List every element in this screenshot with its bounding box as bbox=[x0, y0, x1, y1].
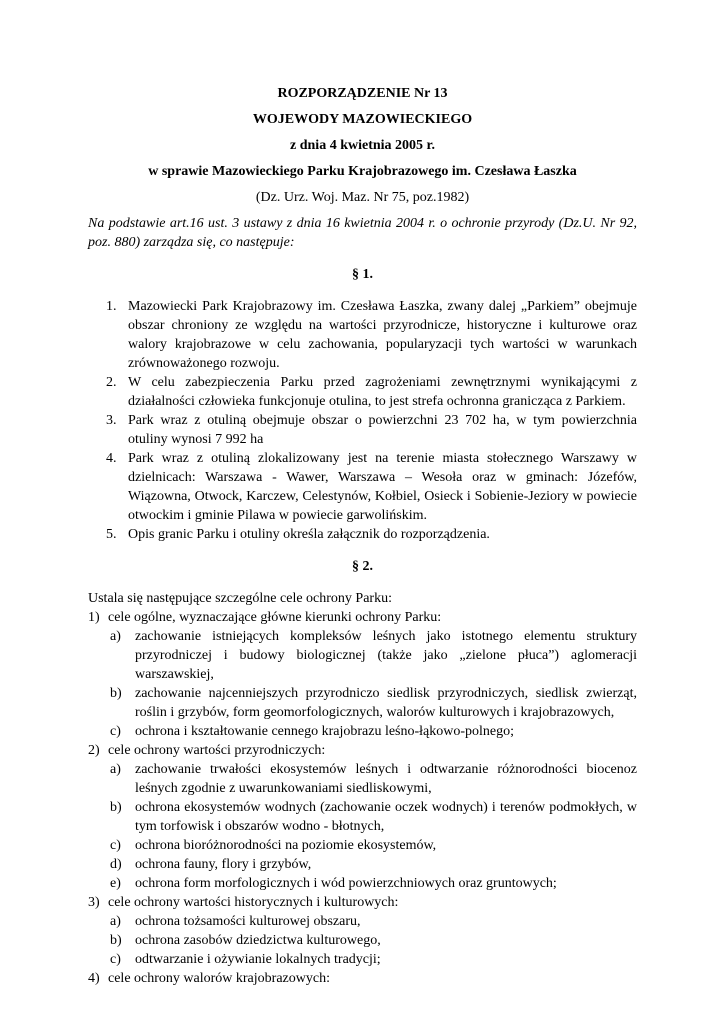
item-text: ochrona bioróżnorodności na poziomie ekosystemów, bbox=[135, 838, 437, 853]
goal-group bbox=[88, 893, 637, 969]
list-item bbox=[110, 931, 637, 950]
section-1-heading: § 1. bbox=[352, 267, 373, 282]
item-letter: d) bbox=[110, 857, 122, 872]
item-letter: b) bbox=[110, 686, 122, 701]
item-text: zachowanie najcenniejszych przyrodniczo siedlisk przyrodniczych, siedlisk zwierząt, roślin i grzybów, form geomorfologicznych, walorów kulturowych i krajobrazowych, bbox=[135, 686, 637, 720]
item-text: Mazowiecki Park Krajobrazowy im. Czesława Łaszka, zwany dalej „Parkiem” obejmuje obszar chroniony ze względu na wartości przyrodnicze, historyczne i kulturowe oraz walory krajobrazowe w celu zachowania, popularyzacji tych wartości w warunkach zrównoważonego rozwoju. bbox=[128, 299, 637, 371]
list-item bbox=[106, 297, 637, 373]
item-text: zachowanie istniejących kompleksów leśnych jako istotnego elementu struktury przyrodniczej i budowy biologicznej (także jako „zielone płuca”) aglomeracji warszawskiej, bbox=[135, 629, 637, 682]
item-text: ochrona form morfologicznych i wód powierzchniowych oraz gruntowych; bbox=[135, 876, 557, 891]
item-number: 1. bbox=[106, 299, 117, 314]
item-text: Opis granic Parku i otuliny określa załącznik do rozporządzenia. bbox=[128, 527, 490, 542]
group-number: 3) bbox=[88, 895, 100, 910]
doc-subject-line: w sprawie Mazowieckiego Parku Krajobrazowego im. Czesława Łaszka bbox=[148, 164, 577, 179]
item-letter: b) bbox=[110, 933, 122, 948]
goal-group-title bbox=[88, 741, 637, 760]
item-text: ochrona tożsamości kulturowej obszaru, bbox=[135, 914, 361, 929]
list-item bbox=[110, 627, 637, 684]
group-title-text: cele ochrony walorów krajobrazowych: bbox=[108, 971, 330, 986]
group-number: 1) bbox=[88, 610, 100, 625]
goal-group-title bbox=[88, 608, 637, 627]
list-item bbox=[110, 760, 637, 798]
document-header bbox=[88, 84, 637, 207]
goal-group-title bbox=[88, 893, 637, 912]
item-text: ochrona fauny, flory i grzybów, bbox=[135, 857, 312, 872]
group-number: 2) bbox=[88, 743, 100, 758]
item-letter: c) bbox=[110, 724, 121, 739]
item-letter: a) bbox=[110, 629, 121, 644]
goal-group bbox=[88, 608, 637, 741]
list-item bbox=[106, 411, 637, 449]
list-item bbox=[110, 855, 637, 874]
list-item bbox=[110, 684, 637, 722]
item-text: ochrona ekosystemów wodnych (zachowanie oczek wodnych) i terenów podmokłych, w tym torfowisk i obszarów wodno - błotnych, bbox=[135, 800, 637, 834]
legal-basis-paragraph: Na podstawie art.16 ust. 3 ustawy z dnia 16 kwietnia 2004 r. o ochronie przyrody (Dz.U. Nr 92, poz. 880) zarządza się, co następuje: bbox=[88, 216, 637, 250]
list-item bbox=[110, 836, 637, 855]
group-title-text: cele ogólne, wyznaczające główne kierunki ochrony Parku: bbox=[108, 610, 442, 625]
list-item bbox=[110, 874, 637, 893]
item-number: 4. bbox=[106, 451, 117, 466]
item-letter: b) bbox=[110, 800, 122, 815]
section-2-intro: Ustala się następujące szczególne cele ochrony Parku: bbox=[88, 591, 392, 606]
list-item bbox=[106, 373, 637, 411]
goal-group bbox=[88, 741, 637, 893]
doc-journal-reference: (Dz. Urz. Woj. Maz. Nr 75, poz.1982) bbox=[255, 190, 470, 205]
goal-group-title bbox=[88, 969, 637, 988]
goal-sublist bbox=[110, 760, 637, 893]
item-letter: c) bbox=[110, 838, 121, 853]
item-text: Park wraz z otuliną zlokalizowany jest na terenie miasta stołecznego Warszawy w dzielnicach: Warszawa - Wawer, Warszawa – Wesoła oraz w gminach: Józefów, Wiązowna, Otwock, Karczew, Celestynów, Kołbiel, Osieck i Sobienie-Jeziory w powiecie otwockim i gminie Pilawa w powiecie garwolińskim. bbox=[128, 451, 637, 523]
list-item bbox=[106, 449, 637, 525]
group-number: 4) bbox=[88, 971, 100, 986]
list-item bbox=[110, 798, 637, 836]
item-text: W celu zabezpieczenia Parku przed zagrożeniami zewnętrznymi wynikającymi z działalności człowieka funkcjonuje otulina, to jest strefa ochronna granicząca z Parkiem. bbox=[128, 375, 637, 409]
list-item bbox=[110, 950, 637, 969]
item-number: 3. bbox=[106, 413, 117, 428]
group-title-text: cele ochrony wartości przyrodniczych: bbox=[108, 743, 326, 758]
item-number: 5. bbox=[106, 527, 117, 542]
goal-sublist bbox=[110, 912, 637, 969]
section-1-list bbox=[106, 297, 637, 544]
list-item bbox=[110, 722, 637, 741]
item-text: Park wraz z otuliną obejmuje obszar o powierzchni 23 702 ha, w tym powierzchnia otuliny wynosi 7 992 ha bbox=[128, 413, 637, 447]
item-text: ochrona zasobów dziedzictwa kulturowego, bbox=[135, 933, 381, 948]
doc-title-line: ROZPORZĄDZENIE Nr 13 bbox=[277, 86, 448, 101]
item-letter: a) bbox=[110, 914, 121, 929]
doc-authority-line: WOJEWODY MAZOWIECKIEGO bbox=[252, 112, 473, 127]
item-text: ochrona i kształtowanie cennego krajobrazu leśno-łąkowo-polnego; bbox=[135, 724, 515, 739]
item-text: odtwarzanie i ożywianie lokalnych tradycji; bbox=[135, 952, 381, 967]
item-letter: e) bbox=[110, 876, 121, 891]
list-item bbox=[110, 912, 637, 931]
list-item bbox=[106, 525, 637, 544]
item-letter: c) bbox=[110, 952, 121, 967]
item-letter: a) bbox=[110, 762, 121, 777]
goal-group bbox=[88, 969, 637, 988]
doc-date-line: z dnia 4 kwietnia 2005 r. bbox=[290, 138, 435, 153]
group-title-text: cele ochrony wartości historycznych i kulturowych: bbox=[108, 895, 399, 910]
section-2-heading: § 2. bbox=[352, 559, 373, 574]
item-number: 2. bbox=[106, 375, 117, 390]
goal-sublist bbox=[110, 627, 637, 741]
item-text: zachowanie trwałości ekosystemów leśnych i odtwarzanie różnorodności biocenoz leśnych zgodnie z uwarunkowaniami siedliskowymi, bbox=[135, 762, 637, 796]
